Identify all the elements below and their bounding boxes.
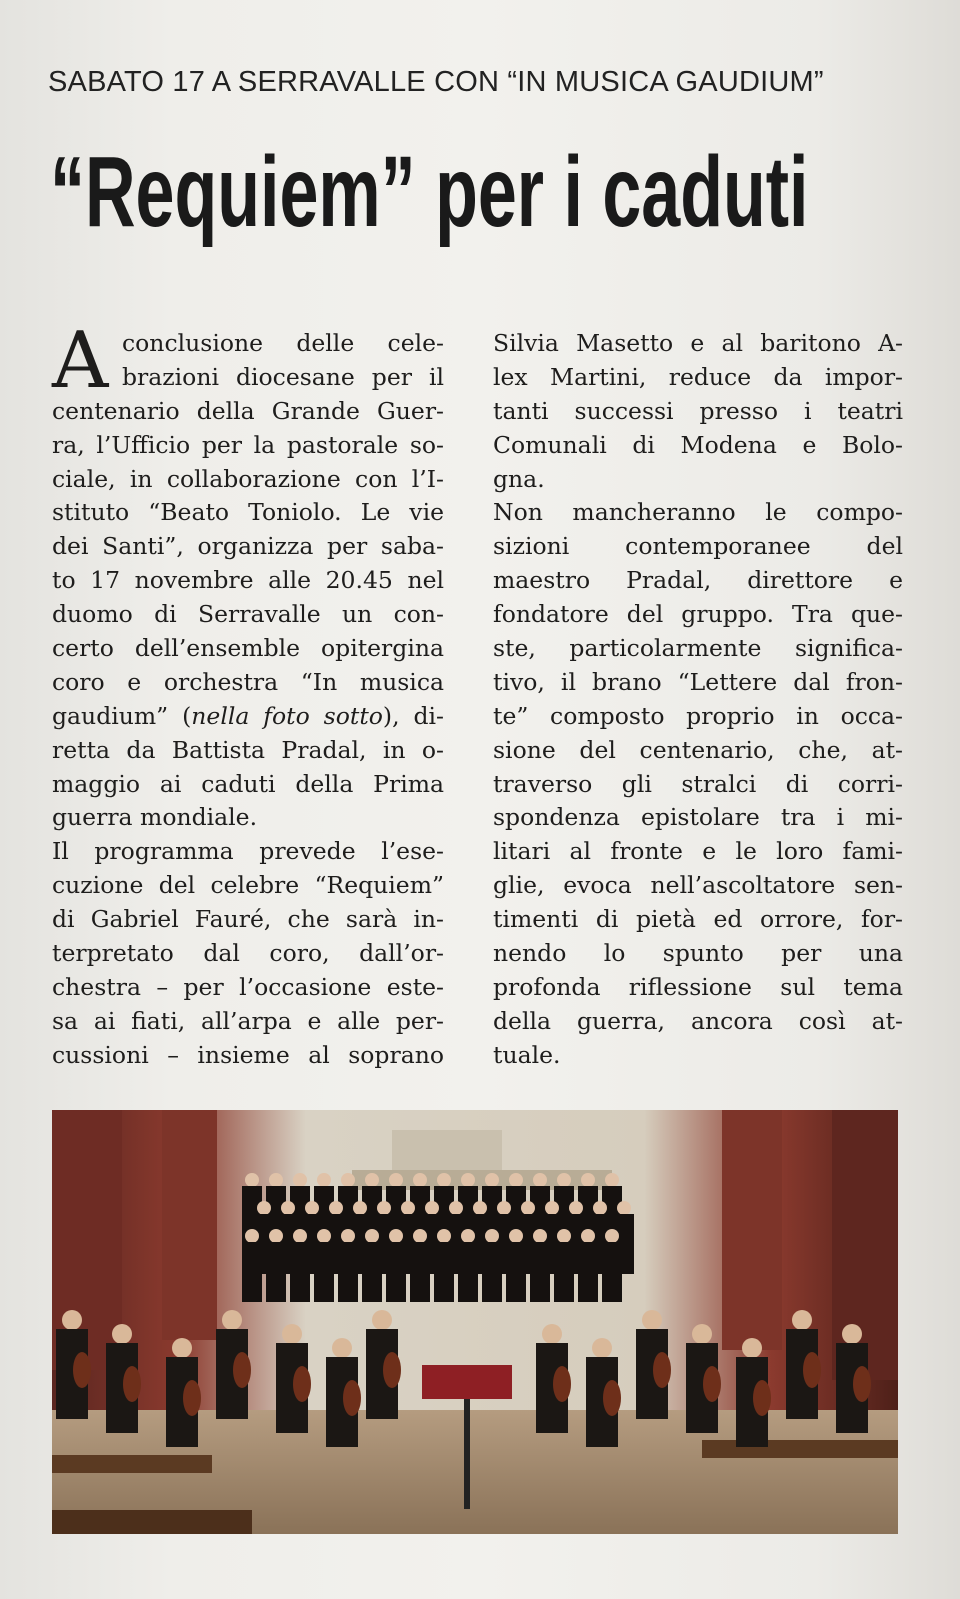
article-line: guerra mondiale.	[52, 803, 258, 832]
article-line: di Gabriel Fauré, che sarà in-	[52, 905, 444, 934]
article-line: glie, evoca nell’ascoltatore sen-	[493, 871, 903, 900]
article-line: nendo lo spunto per una	[493, 939, 903, 968]
article-line: spondenza epistolare tra i mi-	[493, 803, 903, 832]
article-line: tivo, il brano “Lettere dal fron-	[493, 667, 903, 696]
article-line: della guerra, ancora così at-	[493, 1006, 903, 1035]
article-line: lex Martini, reduce da impor-	[493, 362, 903, 391]
article-kicker: SABATO 17 A SERRAVALLE CON “IN MUSICA GAUDIUM”	[48, 66, 824, 98]
article-line: cuzione del celebre “Requiem”	[52, 871, 444, 900]
article-line: Comunali di Modena e Bolo-	[493, 430, 903, 459]
article-line: maestro Pradal, direttore e	[493, 566, 903, 595]
article-line: retta da Battista Pradal, in o-	[52, 735, 444, 764]
article-line: gaudium” (nella foto sotto), di-	[52, 701, 444, 730]
article-line: maggio ai caduti della Prima	[52, 769, 444, 798]
article-line: sione del centenario, che, at-	[493, 735, 903, 764]
article-line: fondatore del gruppo. Tra que-	[493, 600, 903, 629]
article-line: tuale.	[493, 1040, 561, 1069]
article-line: sa ai fiati, all’arpa e alle per-	[52, 1006, 444, 1035]
article-column-right	[493, 327, 903, 1073]
ensemble-photo	[52, 1110, 898, 1534]
article-line: te” composto proprio in occa-	[493, 701, 903, 730]
article-line: to 17 novembre alle 20.45 nel	[52, 566, 444, 595]
article-line: litari al fronte e le loro fami-	[493, 837, 903, 866]
article-line: Non mancheranno le compo-	[493, 498, 903, 527]
article-line: tanti successi presso i teatri	[493, 396, 903, 425]
article-line: terpretato dal coro, dall’or-	[52, 939, 444, 968]
article-line: dei Santi”, organizza per saba-	[52, 532, 444, 561]
article-column-left	[52, 327, 444, 1073]
article-line: Silvia Masetto e al baritono A-	[493, 329, 903, 357]
article-line: chestra – per l’occasione este-	[52, 972, 444, 1001]
article-line: certo dell’ensemble opitergina	[52, 634, 444, 663]
article-line: centenario della Grande Guer-	[52, 396, 444, 425]
article-line: ciale, in collaborazione con l’I-	[52, 464, 444, 493]
article-line: ste, particolarmente significa-	[493, 634, 903, 663]
article-line: brazioni diocesane per il	[122, 362, 444, 391]
article-line: cussioni – insieme al soprano	[52, 1040, 444, 1069]
article-line: coro e orchestra “In musica	[52, 667, 444, 696]
article-line: duomo di Serravalle un con-	[52, 600, 444, 629]
article-line: conclusione delle cele-	[122, 329, 444, 357]
article-headline: “Requiem” per i caduti	[50, 136, 809, 248]
article-line: sizioni contemporanee del	[493, 532, 903, 561]
article-line: ra, l’Ufficio per la pastorale so-	[52, 430, 444, 459]
article-line: profonda riflessione sul tema	[493, 972, 903, 1001]
article-line: timenti di pietà ed orrore, for-	[493, 905, 903, 934]
drop-cap: A	[52, 316, 109, 406]
article-line: Il programma prevede l’ese-	[52, 837, 444, 866]
article-line: gna.	[493, 464, 545, 493]
choir-orchestra-image	[52, 1110, 898, 1534]
article-line: traverso gli stralci di corri-	[493, 769, 903, 798]
article-line: stituto “Beato Toniolo. Le vie	[52, 498, 444, 527]
